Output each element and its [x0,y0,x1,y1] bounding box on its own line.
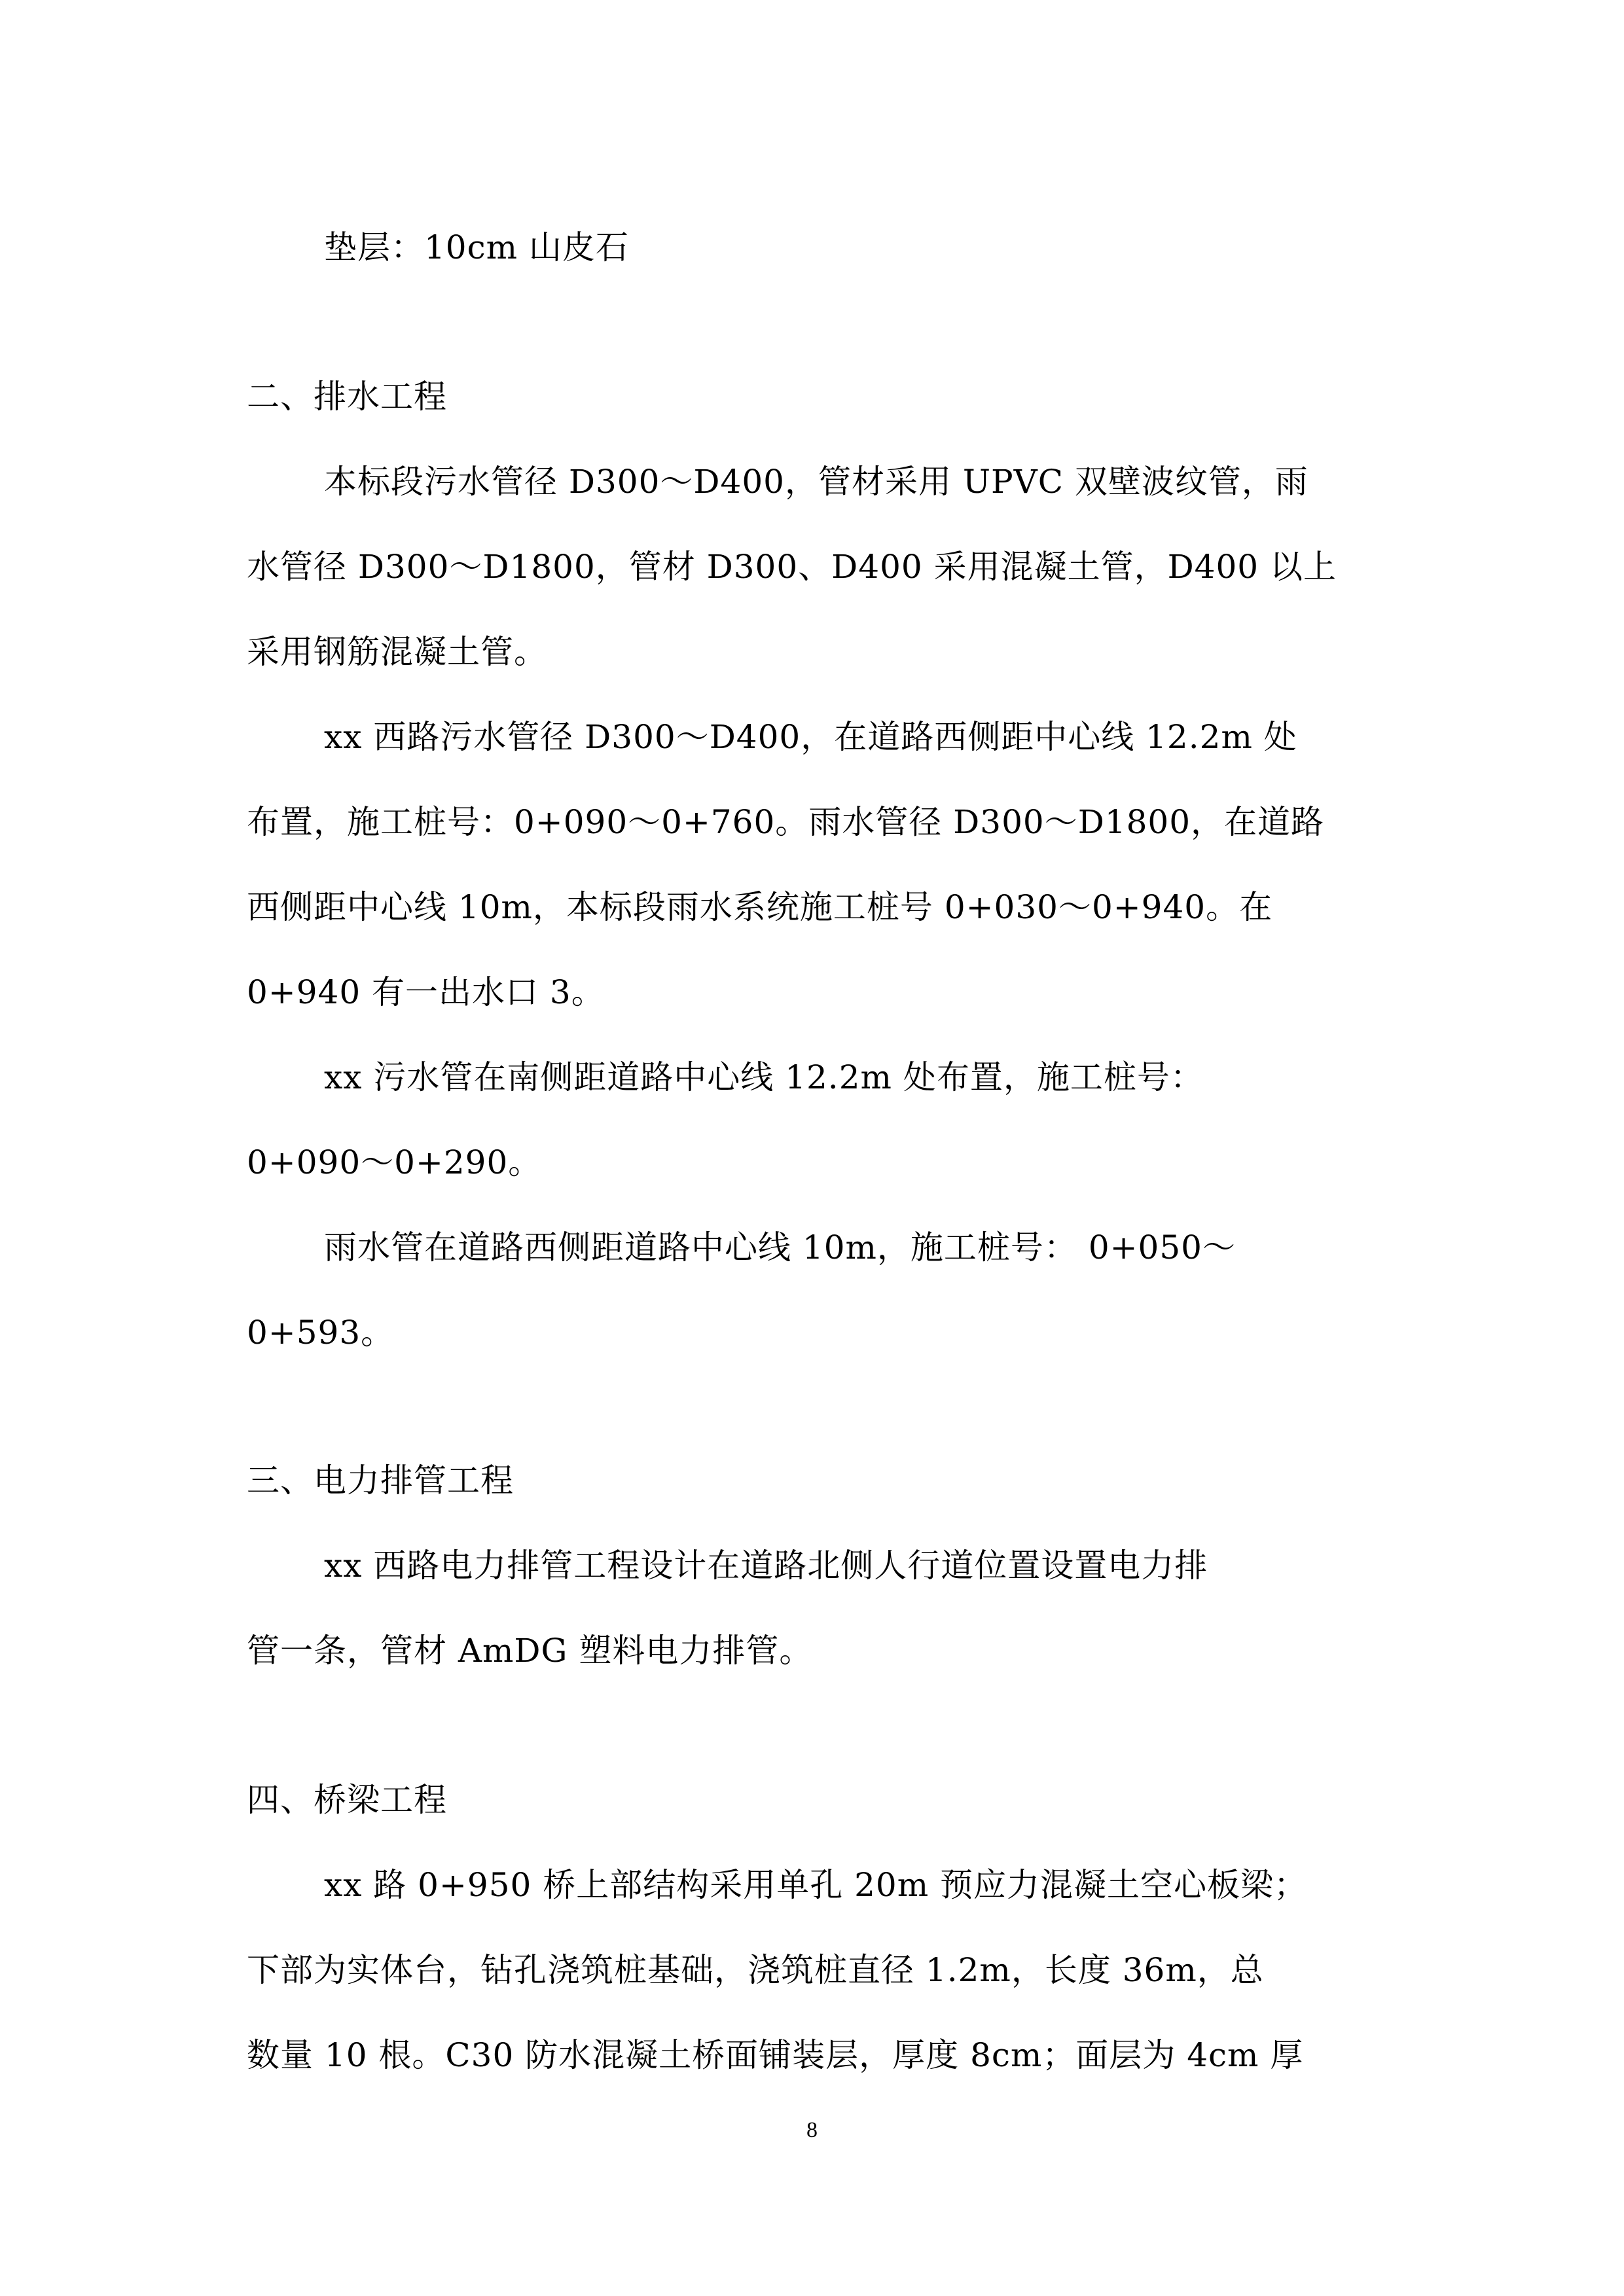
paragraph-line: 0+940 有一出水口 3。 [247,973,605,1011]
paragraph-line: 管一条，管材 AmDG 塑料电力排管。 [247,1632,813,1670]
section-heading-drainage: 二、排水工程 [247,378,447,416]
paragraph-line: 西侧距中心线 10m，本标段雨水系统施工桩号 0+030～0+940。在 [247,888,1273,926]
paragraph-line: 本标段污水管径 D300～D400，管材采用 UPVC 双壁波纹管，雨 [324,463,1308,501]
paragraph-line: 布置，施工桩号：0+090～0+760。雨水管径 D300～D1800，在道路 [247,803,1325,841]
paragraph-line-cushion-layer: 垫层：10cm 山皮石 [324,228,629,266]
page-number: 8 [806,2118,818,2142]
paragraph-line: 0+593。 [247,1314,395,1352]
paragraph-line: xx 西路污水管径 D300～D400，在道路西侧距中心线 12.2m 处 [324,718,1297,756]
paragraph-line: 0+090～0+290。 [247,1143,542,1181]
paragraph-line: 水管径 D300～D1800，管材 D300、D400 采用混凝土管，D400 以上 [247,548,1337,586]
paragraph-line: xx 西路电力排管工程设计在道路北侧人行道位置设置电力排 [324,1547,1208,1585]
section-heading-power-conduit: 三、电力排管工程 [247,1462,514,1499]
paragraph-line: 下部为实体台，钻孔浇筑桩基础，浇筑桩直径 1.2m，长度 36m，总 [247,1951,1264,1989]
paragraph-line: 采用钢筋混凝土管。 [247,633,547,671]
section-heading-bridge: 四、桥梁工程 [247,1781,447,1819]
paragraph-line: xx 路 0+950 桥上部结构采用单孔 20m 预应力混凝土空心板梁； [324,1866,1308,1904]
paragraph-line: 数量 10 根。C30 防水混凝土桥面铺装层，厚度 8cm；面层为 4cm 厚 [247,2036,1304,2074]
paragraph-line: xx 污水管在南侧距道路中心线 12.2m 处布置，施工桩号： [324,1058,1204,1096]
paragraph-line: 雨水管在道路西侧距道路中心线 10m，施工桩号： 0+050～ [324,1229,1236,1266]
